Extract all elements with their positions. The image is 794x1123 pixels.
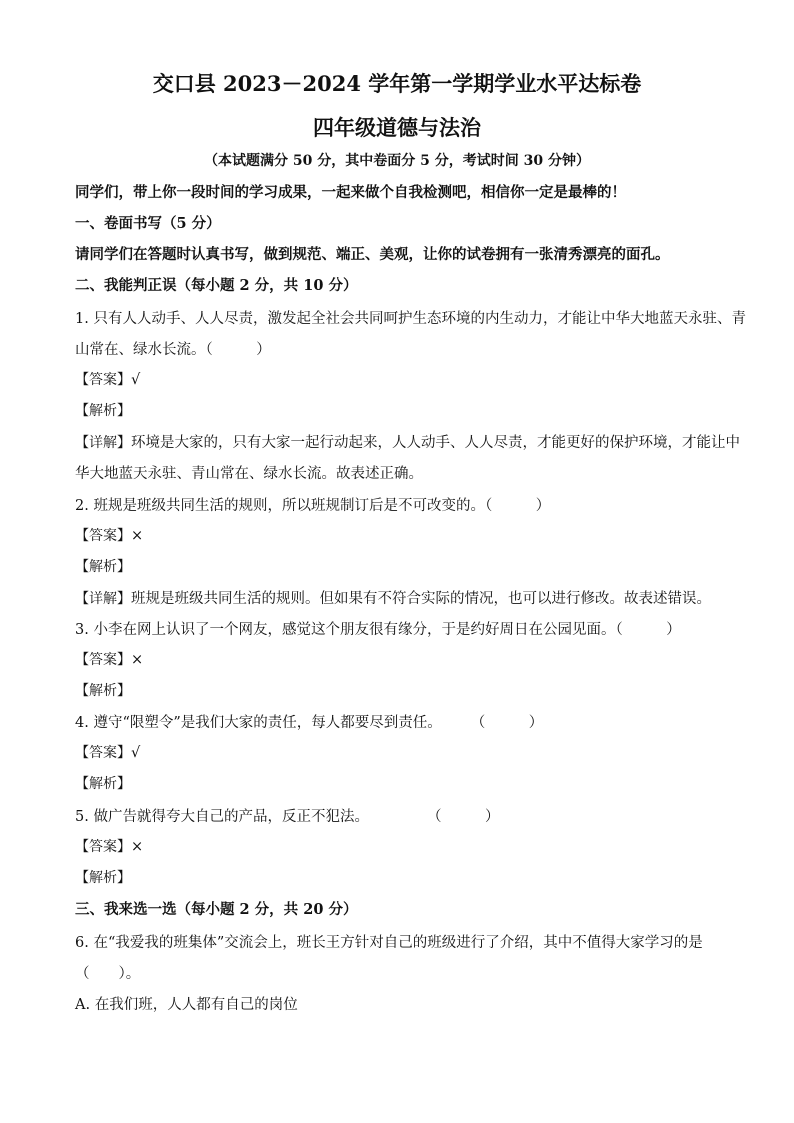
question-5-answer [75, 836, 143, 856]
detail-label: 【详解】 [75, 435, 131, 451]
detail-text: 环境是大家的，只有大家一起行动起来，人人动手、人人尽责，才能更好的保护环境，才能让中 [131, 435, 740, 451]
detail-text: 班规是班级共同生活的规则。但如果有不符合实际的情况，也可以进行修改。故表述错误。 [131, 591, 711, 607]
analysis-label: 【解析】 [75, 683, 131, 699]
answer-value: × [131, 839, 144, 855]
question-2-answer [75, 525, 143, 545]
analysis-label: 【解析】 [75, 776, 131, 792]
question-1-analysis [75, 400, 131, 420]
section2-heading: 二、我能判正误（每小题 2 分，共 10 分） [75, 277, 358, 294]
question-1-detail1 [75, 431, 740, 452]
analysis-label: 【解析】 [75, 870, 131, 886]
answer-label: 【答案】 [75, 528, 131, 544]
section1-heading: 一、卷面书写（5 分） [75, 215, 221, 232]
question-4-line1: 4. 遵守“限塑令”是我们大家的责任，每人都要尽到责任。 （ ） [75, 715, 544, 731]
answer-label: 【答案】 [75, 652, 131, 668]
question-5-analysis [75, 867, 131, 887]
question-1-detail2: 华大地蓝天永驻、青山常在、绿水长流。故表述正确。 [75, 466, 423, 482]
answer-label: 【答案】 [75, 372, 131, 388]
question-1-answer [75, 369, 140, 389]
exam-subject-title: 四年级道德与法治 [313, 115, 481, 140]
answer-label: 【答案】 [75, 745, 131, 761]
question-1-line2: 山常在、绿水长流。（ ） [75, 342, 271, 358]
section3-heading: 三、我来选一选（每小题 2 分，共 20 分） [75, 901, 358, 918]
question-4-analysis [75, 773, 131, 793]
question-6-line2: （ ）。 [75, 966, 141, 982]
exam-note: （本试题满分 50 分，其中卷面分 5 分，考试时间 30 分钟） [204, 153, 590, 169]
detail-label: 【详解】 [75, 591, 131, 607]
question-2-analysis [75, 556, 131, 576]
exam-title: 交口县 2023－2024 学年第一学期学业水平达标卷 [152, 71, 642, 96]
answer-label: 【答案】 [75, 839, 131, 855]
question-6-option-a: A. 在我们班，人人都有自己的岗位 [75, 997, 298, 1013]
answer-value: × [131, 528, 144, 544]
question-3-analysis [75, 680, 131, 700]
question-5-line1: 5. 做广告就得夸大自己的产品，反正不犯法。 （ ） [75, 809, 500, 825]
question-4-answer [75, 742, 140, 762]
answer-value: × [131, 652, 144, 668]
question-3-answer [75, 649, 143, 669]
question-1-line1: 1. 只有人人动手、人人尽责，激发起全社会共同呵护生态环境的内生动力，才能让中华大地蓝天永驻、青 [75, 311, 746, 327]
question-6-line1: 6. 在“我爱我的班集体”交流会上，班长王方针对自己的班级进行了介绍，其中不值得大家学习的是 [75, 935, 703, 951]
section1-body: 请同学们在答题时认真书写，做到规范、端正、美观，让你的试卷拥有一张清秀漂亮的面孔。 [75, 246, 670, 263]
question-2-detail1 [75, 587, 711, 608]
analysis-label: 【解析】 [75, 559, 131, 575]
question-3-line1: 3. 小李在网上认识了一个网友，感觉这个朋友很有缘分，于是约好周日在公园见面。（ ） [75, 622, 681, 638]
analysis-label: 【解析】 [75, 403, 131, 419]
question-2-line1: 2. 班规是班级共同生活的规则，所以班规制订后是不可改变的。（ ） [75, 498, 551, 514]
greeting-text: 同学们，带上你一段时间的学习成果，一起来做个自我检测吧，相信你一定是最棒的！ [75, 184, 626, 201]
answer-value: √ [131, 745, 141, 761]
answer-value: √ [131, 372, 141, 388]
